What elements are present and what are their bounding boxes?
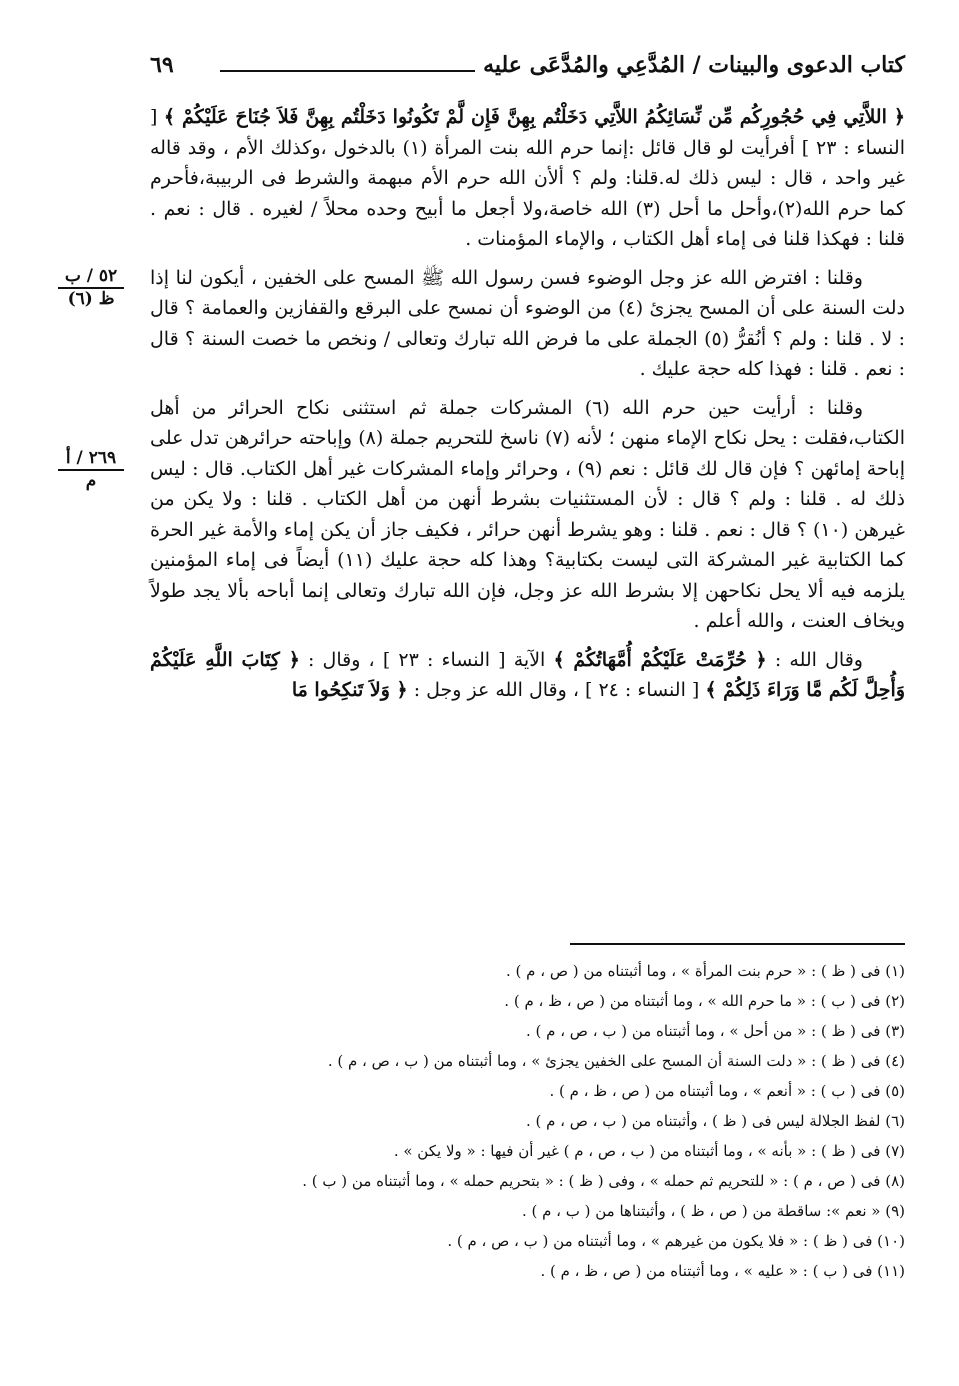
paragraph-2: وقلنا : افترض الله عز وجل الوضوء فسن رسول الله ﷺ المسح على الخفين ، أيكون لنا إذا دلت السنة على أن المسح يجزئ (٤) من الوضوء أن نمسح على البرقع والقفازين والعمامة ؟ قال : لا . قلنا : ولم ؟ أنُقرُّ (٥) الجملة على ما فرض الله تبارك وتعالى / ونخص ما خصت السنة ؟ قال : نعم . قلنا : فهذا كله حجة عليك . <box>150 266 905 380</box>
paragraph-text: [ النساء : ٢٣ ] أفرأيت لو قال قائل :إنما حرم الله بنت المرأة (١) بالدخول ،وكذلك الأم ، وقد قاله غير واحد ، قال : ليس ذلك له.قلنا: ولم ؟ ألأن الله حرم الأم مبهمة والشرط فى الربيبة،فأحرم كما حرم الله(٢)،وأحل ما أحل (٣) الله خاصة،ولا أجعل ما أبيح وحده محلاً / لغيره . قال : نعم . قلنا : فهكذا قلنا فى إماء أهل الكتاب ، والإماء المؤمنات . <box>150 106 905 250</box>
footnote: (٦) لفظ الجلالة ليس فى ( ظ ) ، وأثبتناه من ( ب ، ص ، م ) . <box>525 1112 905 1130</box>
margin-note-2-top: ٢٦٩ / أ <box>58 448 124 471</box>
footnote: (١٠) فى ( ظ ) : « فلا يكون من غيرهم » ، وما أثبتناه من ( ب ، ص ، م ) . <box>447 1232 905 1250</box>
paragraph-text: [ النساء : ٢٤ ] ، وقال الله عز وجل : <box>413 679 700 701</box>
page-number: ٦٩ <box>150 52 174 78</box>
footnote: (٥) فى ( ب ) : « أنعم » ، وما أثبتناه من ( ص ، ظ ، م ) . <box>549 1082 905 1100</box>
main-text <box>150 102 905 706</box>
footnote: (٩) « نعم »: ساقطة من ( ص ، ظ ) ، وأثبتناها من ( ب ، م ) . <box>521 1202 905 1220</box>
margin-note-2 <box>58 448 124 491</box>
header-rule <box>220 70 475 72</box>
footnote-separator <box>570 943 905 945</box>
paragraph-text: وقال الله : <box>774 648 863 671</box>
footnote: (٤) فى ( ظ ) : « دلت السنة أن المسح على الخفين يجزئ » ، وما أثبتناه من ( ب ، ص ، م ) . <box>327 1052 905 1070</box>
paragraph-3: وقلنا : أرأيت حين حرم الله (٦) المشركات جملة ثم استثنى نكاح الحرائر من أهل الكتاب،فقلت : يحل نكاح الإماء منهن ؛ لأنه (٧) ناسخ للتحريم جملة (٨) وإباحته حرائرهن تدل على إباحة إمائهن ؟ فإن قال لك قائل : نعم (٩) ، وحرائر وإماء المشركات غير أهل الكتاب. قال : ليس ذلك له . قلنا : ولم ؟ قال : لأن المستثنيات بشرط أنهن من أهل الكتاب . قلنا : ولا يكن من غيرهن (١٠) ؟ قال : نعم . قلنا : وهو يشرط أنهن حرائر ، فكيف جاز أن يكن إماء والأمة غير الحرة كما الكتابية غير المشركة التى ليست بكتابية؟ وهذا كله حجة عليك (١١) أيضاً فى إماء المؤمنين يلزمه فيه ألا يحل نكاحهن إلا بشرط الله عز وجل، فإن الله تبارك وتعالى إنما أباحه بألا يجد طولاً ويخاف العنت ، والله أعلم . <box>150 396 905 632</box>
margin-note-2-bottom: م <box>85 471 97 491</box>
footnotes <box>160 956 905 1286</box>
running-title: كتاب الدعوى والبينات / المُدَّعِي والمُدَّعَى عليه <box>483 52 905 78</box>
footnote: (١) فى ( ظ ) : « حرم بنت المرأة » ، وما أثبتناه من ( ص ، م ) . <box>506 962 905 980</box>
paragraph-text: الآية [ النساء : ٢٣ ] ، وقال : <box>307 648 546 671</box>
quran-verse: ﴿ اللاَّتِي فِي حُجُورِكُم مِّن نِّسَائِكُمُ اللاَّتِي دَخَلْتُم بِهِنَّ فَإِن لَّمْ تَكُونُوا دَخَلْتُم بِهِنَّ فَلاَ جُنَاحَ عَلَيْكُمْ ﴾ <box>163 106 905 128</box>
footnote: (١١) فى ( ب ) : « عليه » ، وما أثبتناه من ( ص ، ظ ، م ) . <box>540 1262 905 1280</box>
margin-note-1-top: ٥٢ / ب <box>58 266 124 289</box>
paragraph-4 <box>150 645 905 706</box>
paragraph-1 <box>150 102 905 255</box>
margin-note-1-bottom: ظ (٦) <box>67 289 115 309</box>
quran-verse: ﴿ كِتَابَ اللَّهِ عَلَيْكُمْ وَأُحِلَّ لَكُم مَّا وَرَاءَ ذَلِكُمْ ﴾ <box>150 648 905 701</box>
margin-note-1 <box>58 266 124 309</box>
footnote: (٧) فى ( ظ ) : « بأنه » ، وما أثبتناه من ( ب ، ص ، م ) غير أن فيها : « ولا يكن » . <box>393 1142 905 1160</box>
footnote: (٣) فى ( ظ ) : « من أحل » ، وما أثبتناه من ( ب ، ص ، م ) . <box>525 1022 905 1040</box>
quran-verse: ﴿ وَلاَ تَنكِحُوا مَا <box>291 679 408 701</box>
quran-verse: ﴿ حُرِّمَتْ عَلَيْكُمْ أُمَّهَاتُكُمْ ﴾ <box>553 648 767 671</box>
footnote: (٨) فى ( ص ، م ) : « للتحريم ثم حمله » ، وفى ( ظ ) : « بتحريم حمله » ، وما أثبتناه من ( ب ) . <box>302 1172 905 1190</box>
page-header <box>150 52 905 92</box>
footnote: (٢) فى ( ب ) : « ما حرم الله » ، وما أثبتناه من ( ص ، ظ ، م ) . <box>504 992 905 1010</box>
